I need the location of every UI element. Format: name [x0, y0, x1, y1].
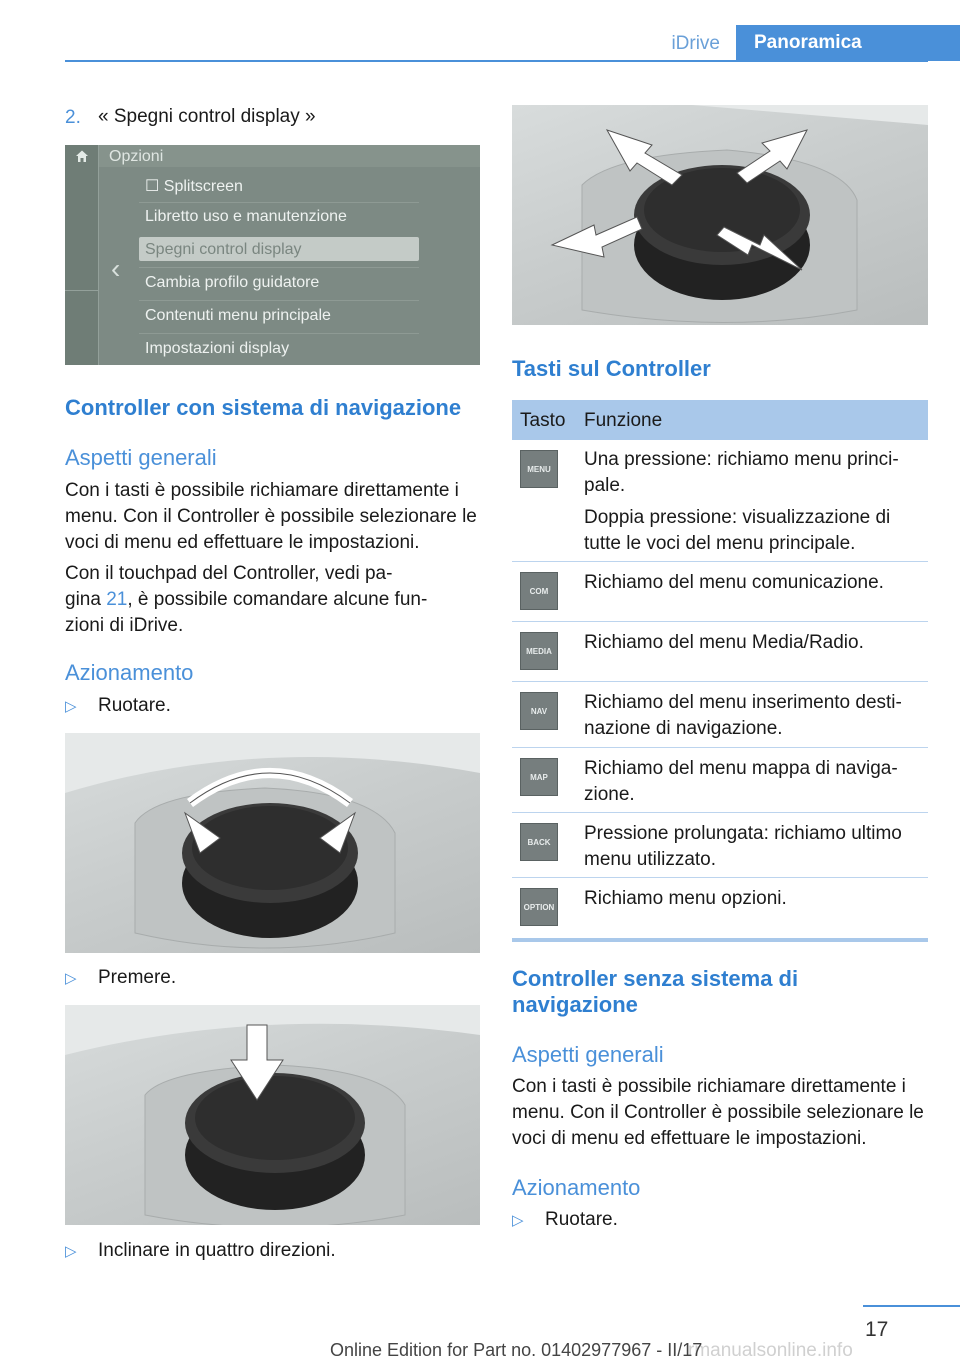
back-key-icon: BACK: [520, 823, 558, 861]
nav-key-icon: NAV: [520, 692, 558, 730]
triangle-bullet-icon: ▷: [65, 1243, 77, 1260]
touchpad-paragraph: Con il touchpad del Controller, vedi pa- gina 21, è possibile comandare alcune fun- zioni di iDrive.: [65, 563, 428, 636]
table-header-key: Tasto: [520, 410, 566, 431]
step-number: 2.: [65, 107, 81, 128]
bullet-tilt: ▷ Inclinare in quattro direzioni.: [65, 1238, 336, 1265]
table-row: BACK Pressione prolungata: richiamo ultimo menu utilizzato.: [512, 813, 928, 878]
menu-item-display-settings: Impostazioni display: [145, 340, 290, 357]
menu-item-driver-profile: Cambia profilo guidatore: [145, 274, 320, 291]
footer-edition: Online Edition for Part no. 01402977967 - II/17: [330, 1340, 703, 1360]
general-paragraph-2: Con i tasti è possibile richiamare direttamente i menu. Con il Controller è possibile selezionare le voci di menu ed effettuare le impostazioni.: [512, 1076, 924, 1149]
triangle-bullet-icon: ▷: [512, 1212, 524, 1229]
table-row: NAV Richiamo del menu inserimento desti-nazione di navigazione.: [512, 682, 928, 748]
menu-item-main-menu: Contenuti menu principale: [145, 307, 331, 324]
general-paragraph: Con i tasti è possibile richiamare direttamente i menu. Con il Controller è possibile selezionare le voci di menu ed effettuare le impostazioni.: [65, 480, 477, 553]
menu-item-splitscreen: ☐ Splitscreen: [145, 178, 243, 195]
heading-general-2: Aspetti generali: [512, 1042, 664, 1067]
heading-controller-keys: Tasti sul Controller: [512, 356, 711, 381]
screen-sidebar: [65, 145, 99, 365]
option-key-icon: OPTION: [520, 888, 558, 926]
com-key-icon: COM: [520, 572, 558, 610]
step-text: « Spegni control display »: [98, 106, 316, 127]
menu-key-icon: MENU: [520, 450, 558, 488]
page-number: 17: [865, 1318, 889, 1341]
triangle-bullet-icon: ▷: [65, 970, 77, 987]
table-header: [512, 400, 928, 440]
footer-rule: [863, 1305, 960, 1307]
home-icon: [75, 149, 89, 163]
table-end-rule: [512, 938, 928, 942]
back-chevron-icon: ‹: [111, 253, 121, 284]
table-row: MEDIA Richiamo del menu Media/Radio.: [512, 622, 928, 682]
table-row: MENU Una pressione: richiamo menu princi-pale. Doppia pressione: visualizzazione di tutte le voci del menu principale.: [512, 440, 928, 562]
heading-controller-nav: Controller con sistema di navigazione: [65, 395, 462, 420]
header-section: iDrive: [671, 33, 720, 54]
menu-item-manual: Libretto uso e manutenzione: [145, 208, 347, 225]
heading-operation-2: Azionamento: [512, 1175, 641, 1200]
bullet-rotate: ▷ Ruotare.: [65, 693, 171, 720]
header-tab: Panoramica: [736, 25, 960, 61]
bullet-press: ▷ Premere.: [65, 965, 176, 992]
triangle-bullet-icon: ▷: [65, 698, 77, 715]
heading-operation: Azionamento: [65, 660, 194, 685]
heading-controller-no-nav: Controller senza sistema di navigazione: [512, 966, 799, 1017]
bullet-rotate-2: ▷ Ruotare.: [512, 1207, 618, 1234]
table-row: OPTION Richiamo menu opzioni.: [512, 878, 928, 938]
media-key-icon: MEDIA: [520, 632, 558, 670]
table-row: MAP Richiamo del menu mappa di naviga-zione.: [512, 748, 928, 813]
table-header-function: Funzione: [584, 410, 663, 431]
header-rule: [65, 60, 928, 62]
controller-tilt-photo: [512, 105, 928, 325]
page-link[interactable]: 21: [106, 589, 128, 610]
options-screen: [65, 145, 480, 365]
controller-rotate-photo: [65, 733, 480, 953]
menu-item-display-off: Spegni control display: [145, 241, 302, 258]
heading-general: Aspetti generali: [65, 445, 217, 470]
controller-press-photo: [65, 1005, 480, 1225]
screen-title: Opzioni: [109, 148, 164, 165]
watermark: rmanualsonline.info: [688, 1340, 853, 1361]
table-row: COM Richiamo del menu comunicazione.: [512, 562, 928, 622]
map-key-icon: MAP: [520, 758, 558, 796]
